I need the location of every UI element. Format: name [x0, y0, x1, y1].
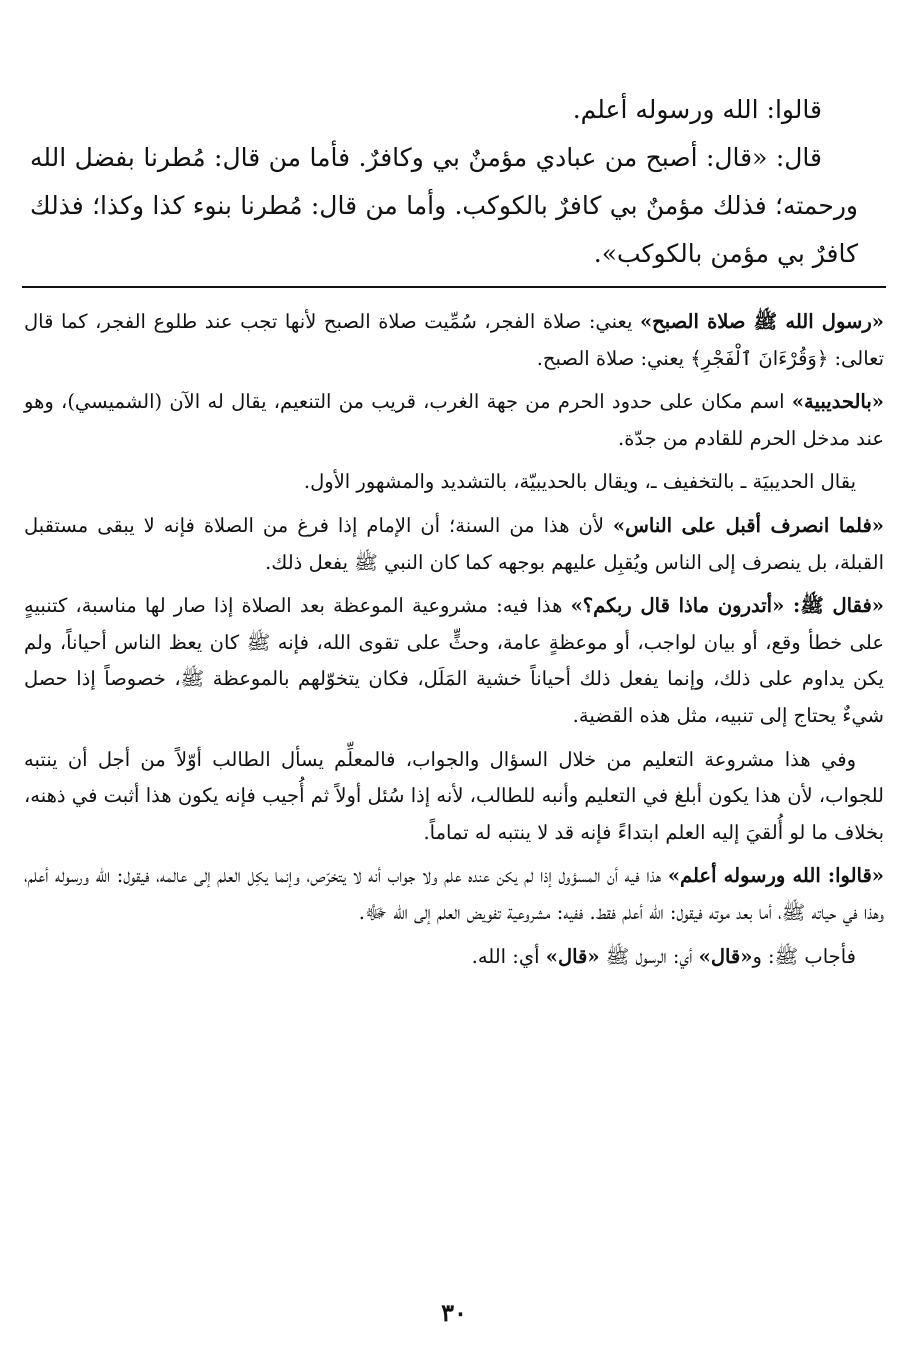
paragraph-text: فأجاب ﷺ: و — [752, 944, 856, 968]
commentary-paragraph-teaching — [24, 742, 884, 852]
commentary-paragraph-sermon — [24, 588, 884, 734]
hadith-line-divine-saying: قال: «قال: أصبح من عبادي مؤمنٌ بي وكافرٌ. فأما من قال: مُطرنا بفضل الله ورحمته؛ فذلك مؤمنٌ بي كافرٌ بالكوكب. وأما من قال: مُطرنا بنوء كذا وكذا؛ فذلك كافرٌ بي مؤمن بالكوكب». — [30, 143, 858, 268]
commentary-paragraph-allah-knows — [24, 858, 884, 931]
quoted-phrase: «فقال ﷺ: «أتدرون ماذا قال ربكم؟» — [570, 594, 884, 618]
quoted-phrase: «بالحديبية» — [791, 390, 884, 414]
commentary-paragraph-hudaybiyyah — [24, 384, 884, 457]
paragraph-text: يعني: صلاة الفجر، سُمِّيت صلاة الصبح لأنها تجب عند طلوع الفجر، كما قال تعالى: ﴿وَقُرْءَانَ ٱلْفَجْرِ﴾ يعني: صلاة الصبح. — [24, 310, 884, 370]
paragraph-text: أي: الله. — [471, 944, 546, 968]
commentary-paragraph-pronunciation — [24, 464, 884, 501]
quoted-phrase: «رسول الله ﷺ صلاة الصبح» — [639, 310, 884, 333]
commentary-paragraph-answer — [24, 939, 884, 976]
quoted-phrase: «فلما انصرف أقبل على الناس» — [612, 513, 884, 537]
commentary-block — [24, 304, 884, 982]
paragraph-text: اسم مكان على حدود الحرم من جهة الغرب، قريب من التنعيم، يقال له الآن (الشميسي)، وهو عند مدخل الحرم للقادم من جدّة. — [24, 390, 884, 450]
paragraph-text: هذا فيه: مشروعية الموعظة بعد الصلاة إذا صار لها مناسبة، كتنبيهٍ على خطأ وقع، أو بيان لواجب، أو موعظةٍ عامة، وحثٍّ على تقوى الله، فإنه ﷺ كان يعظ الناس أحياناً، ولم يكن يداوم على ذلك، وإنما يفعل ذلك أحياناً خشية المَلَل، فكان يتخوّلهم بالموعظة ﷺ، خصوصاً إذا حصل شيءٌ يحتاج إلى تنبيه، مثل هذه القضية. — [24, 594, 884, 727]
hadith-text-block — [30, 86, 858, 278]
paragraph-text: يقال الحديبيَة ـ بالتخفيف ـ، ويقال بالحديبيّة، بالتشديد والمشهور الأول. — [303, 470, 856, 494]
quoted-phrase: «قال» — [698, 944, 753, 968]
footnote-separator-line — [22, 286, 886, 288]
paragraph-text: وفي هذا مشروعة التعليم من خلال السؤال والجواب، فالمعلِّم يسأل الطالب أوّلاً من أجل أن ينتبه للجواب، لأن هذا يكون أبلغ في التعليم وأنبه للطالب، لأنه إذا سُئل أولاً ثم أُجيب فإنه يكون هذا أثبت في ذهنه، بخلاف ما لو أُلقيَ إليه العلم ابتداءً فإنه قد لا ينتبه له تماماً. — [24, 747, 884, 844]
hadith-line-companions-reply: قالوا: الله ورسوله أعلم. — [572, 95, 822, 124]
commentary-paragraph-fajr — [24, 304, 884, 377]
commentary-paragraph-imam-turning — [24, 508, 884, 581]
quoted-phrase: «قال» — [545, 944, 600, 968]
quoted-phrase: «قالوا: الله ورسوله أعلم» — [667, 864, 884, 888]
paragraph-text: أي: الرسول ﷺ — [599, 944, 699, 968]
paragraph-text: لأن هذا من السنة؛ أن الإمام إذا فرغ من الصلاة فإنه لا يبقى مستقبل القبلة، بل ينصرف إلى الناس ويُقبِل عليهم بوجهه كما كان النبي ﷺ يفعل ذلك. — [24, 513, 884, 574]
page-number: ٣٠ — [441, 1298, 467, 1327]
paragraph-text: هذا فيه أن المسؤول إذا لم يكن عنده علم ولا جواب أنه لا يتخرّص، وإنما يكِل العلم إلى عالمه، فيقول: الله ورسوله أعلم، وهذا في حياته ﷺ، أما بعد موته فيقول: الله أعلم فقط. ففيه: مشروعية تفويض العلم إلى الله ﷻ. — [24, 864, 884, 924]
